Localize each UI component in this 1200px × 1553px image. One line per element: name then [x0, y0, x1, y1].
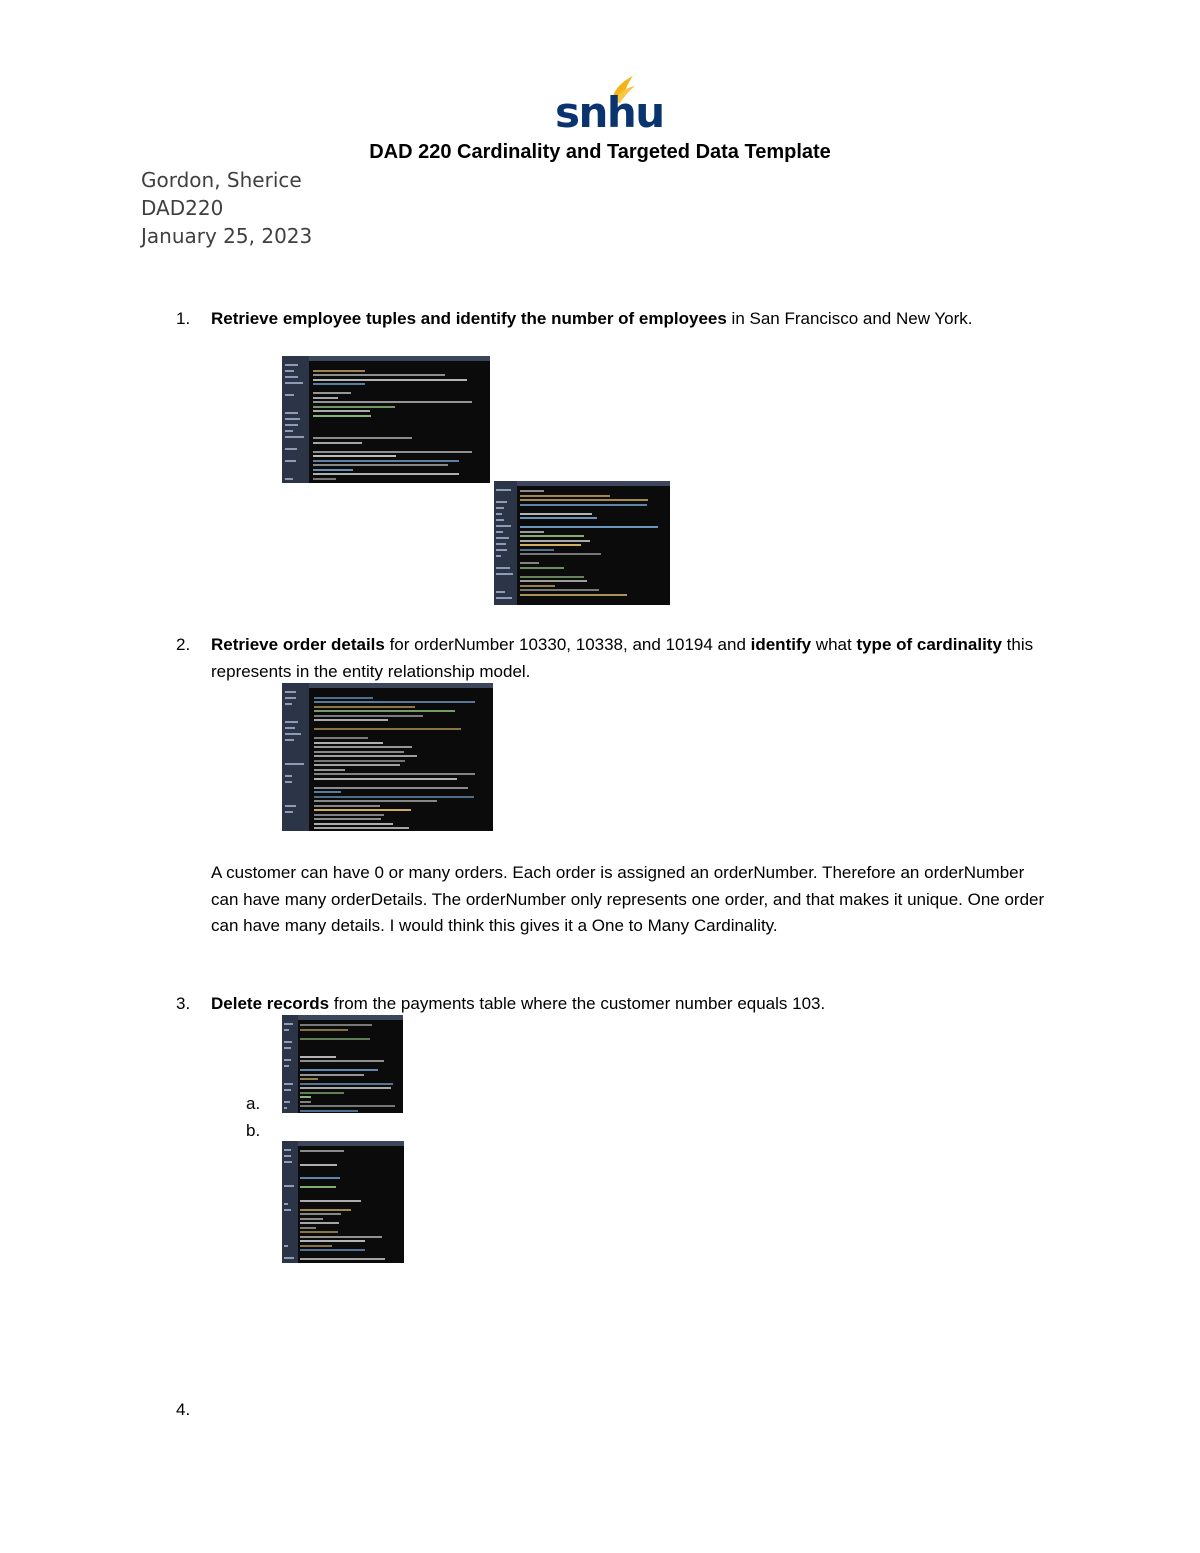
item-2-number: 2. — [176, 635, 191, 654]
terminal-output-line — [520, 540, 590, 542]
terminal-output-line — [313, 397, 337, 399]
sidebar-text-line — [284, 1029, 289, 1031]
sidebar-text-line — [285, 448, 297, 450]
sidebar-text-line — [284, 1059, 291, 1061]
terminal-output-line — [300, 1240, 364, 1242]
terminal-output-line — [313, 379, 467, 381]
terminal-output-line — [520, 589, 598, 591]
sidebar-text-line — [496, 591, 505, 593]
sidebar-text-line — [285, 739, 294, 741]
terminal-output-line — [300, 1249, 365, 1251]
terminal-output-line — [300, 1231, 338, 1233]
terminal-output-line — [300, 1236, 382, 1238]
terminal-output-line — [520, 562, 539, 564]
terminal-topbar — [298, 1141, 404, 1146]
screenshot-3a — [282, 1015, 403, 1113]
terminal-output-line — [313, 437, 412, 439]
item-2-text-b: what — [811, 635, 857, 654]
terminal-output-line — [314, 706, 415, 708]
terminal-output-line — [313, 374, 445, 376]
item-2-bold-b: identify — [750, 635, 812, 654]
terminal-sidebar — [494, 481, 517, 605]
terminal-output-line — [314, 827, 409, 829]
terminal-output-line — [313, 392, 350, 394]
sidebar-text-line — [285, 691, 297, 693]
item-3-text — [211, 991, 1061, 1018]
sidebar-text-line — [284, 1107, 287, 1109]
terminal-output-line — [313, 451, 472, 453]
terminal-output-line — [300, 1105, 395, 1107]
sidebar-text-line — [496, 507, 504, 509]
terminal-output-line — [520, 580, 587, 582]
sidebar-text-line — [285, 394, 295, 396]
terminal-output-line — [314, 715, 423, 717]
terminal-output-line — [313, 478, 336, 480]
terminal-output-line — [520, 513, 592, 515]
sidebar-text-line — [496, 519, 503, 521]
terminal-output-line — [314, 697, 373, 699]
sidebar-text-line — [285, 805, 296, 807]
sidebar-text-line — [496, 549, 507, 551]
terminal-output-line — [300, 1177, 340, 1179]
terminal-output-line — [300, 1083, 393, 1085]
sidebar-text-line — [496, 573, 512, 575]
sidebar-text-line — [285, 775, 292, 777]
terminal-output-line — [520, 517, 597, 519]
terminal-output-line — [520, 531, 544, 533]
sidebar-text-line — [284, 1023, 294, 1025]
terminal-output-line — [300, 1087, 391, 1089]
sidebar-text-line — [284, 1089, 291, 1091]
terminal-sidebar — [282, 683, 309, 831]
terminal-output-line — [300, 1150, 343, 1152]
terminal-output-line — [314, 764, 400, 766]
terminal-output-line — [313, 410, 369, 412]
terminal-output-line — [314, 773, 476, 775]
terminal-output-line — [314, 814, 384, 816]
course-code: DAD220 — [141, 196, 224, 220]
sidebar-text-line — [285, 703, 292, 705]
sidebar-text-line — [284, 1155, 291, 1157]
screenshot-3b — [282, 1141, 404, 1263]
item-2-text-c: this represents in the entity relationship model. — [211, 635, 1034, 681]
terminal-topbar — [309, 356, 490, 361]
terminal-output-line — [300, 1186, 335, 1188]
sidebar-text-line — [496, 597, 512, 599]
terminal-output-line — [313, 370, 365, 372]
item-1-text — [211, 306, 1061, 333]
terminal-output-line — [300, 1213, 341, 1215]
terminal-output-line — [314, 791, 341, 793]
sidebar-text-line — [285, 478, 293, 480]
terminal-output-line — [300, 1209, 350, 1211]
terminal-output-line — [300, 1101, 311, 1103]
terminal-output-line — [520, 490, 543, 492]
terminal-output-line — [300, 1078, 318, 1080]
terminal-output-line — [314, 737, 369, 739]
terminal-sidebar — [282, 1015, 298, 1113]
sidebar-text-line — [496, 543, 506, 545]
sidebar-text-line — [496, 537, 508, 539]
terminal-output-line — [300, 1227, 316, 1229]
terminal-output-line — [300, 1258, 385, 1260]
sidebar-text-line — [285, 727, 296, 729]
sidebar-text-line — [284, 1047, 291, 1049]
sidebar-text-line — [496, 555, 501, 557]
item-2-answer: A customer can have 0 or many orders. Each order is assigned an orderNumber. Therefore an orderNumber can have many orderDetails. The orderNumber only represents one order, and that makes it unique. One order can have many details. I would think this gives it a One to Many Cardinality. — [211, 863, 1045, 935]
item-3-rest: from the payments table where the customer number equals 103. — [329, 994, 826, 1013]
terminal-output-line — [314, 823, 393, 825]
screenshot-1a — [282, 356, 490, 483]
screenshot-2 — [282, 683, 493, 831]
terminal-output-line — [520, 549, 554, 551]
terminal-output-line — [300, 1110, 358, 1112]
sidebar-text-line — [285, 811, 293, 813]
terminal-output-line — [314, 800, 438, 802]
sub-item-b: b. — [246, 1121, 261, 1140]
item-3-bold: Delete records — [211, 994, 330, 1013]
terminal-output-line — [300, 1029, 348, 1031]
item-2-bold-c: type of cardinality — [856, 635, 1002, 654]
sidebar-text-line — [284, 1185, 295, 1187]
terminal-sidebar — [282, 1141, 298, 1263]
terminal-output-line — [300, 1024, 372, 1026]
terminal-output-line — [520, 553, 600, 555]
terminal-output-line — [313, 455, 396, 457]
sidebar-text-line — [284, 1245, 289, 1247]
terminal-output-line — [313, 464, 448, 466]
terminal-output-line — [313, 469, 353, 471]
logo-wordmark: snhu — [555, 88, 664, 137]
sidebar-text-line — [496, 525, 511, 527]
terminal-output-line — [520, 544, 581, 546]
sidebar-text-line — [285, 370, 294, 372]
terminal-output-line — [314, 755, 417, 757]
terminal-output-line — [520, 594, 627, 596]
sidebar-text-line — [284, 1257, 294, 1259]
terminal-output-line — [300, 1038, 369, 1040]
sidebar-text-line — [284, 1161, 292, 1163]
terminal-output-line — [300, 1200, 361, 1202]
terminal-output-line — [314, 760, 405, 762]
sub-item-a: a. — [246, 1094, 261, 1113]
terminal-output-line — [314, 742, 384, 744]
terminal-output-line — [314, 769, 345, 771]
item-1-bold: Retrieve employee tuples and identify the number of employees — [211, 309, 727, 328]
terminal-output-line — [300, 1092, 344, 1094]
sidebar-text-line — [285, 430, 293, 432]
terminal-output-line — [520, 499, 648, 501]
terminal-output-line — [520, 535, 583, 537]
terminal-output-line — [520, 526, 658, 528]
sidebar-text-line — [284, 1209, 292, 1211]
terminal-output-line — [313, 473, 459, 475]
item-2-text-a: for orderNumber 10330, 10338, and 10194 and — [384, 635, 751, 654]
sidebar-text-line — [285, 364, 299, 366]
terminal-output-line — [520, 504, 647, 506]
sidebar-text-line — [496, 501, 507, 503]
terminal-topbar — [298, 1015, 403, 1020]
terminal-output-line — [300, 1069, 378, 1071]
sidebar-text-line — [496, 489, 511, 491]
terminal-output-line — [314, 809, 411, 811]
sidebar-text-line — [285, 781, 293, 783]
sidebar-text-line — [496, 567, 510, 569]
sidebar-text-line — [284, 1101, 291, 1103]
terminal-output-line — [314, 805, 380, 807]
terminal-output-line — [520, 495, 609, 497]
item-1-number: 1. — [176, 309, 191, 328]
sidebar-text-line — [285, 436, 304, 438]
sidebar-text-line — [284, 1083, 293, 1085]
terminal-output-line — [520, 567, 564, 569]
sidebar-text-line — [285, 412, 298, 414]
snhu-logo — [555, 72, 664, 137]
sidebar-text-line — [285, 733, 302, 735]
terminal-output-line — [520, 576, 584, 578]
terminal-output-line — [300, 1164, 337, 1166]
terminal-output-line — [300, 1060, 384, 1062]
terminal-output-line — [300, 1222, 339, 1224]
terminal-topbar — [517, 481, 670, 486]
terminal-output-line — [314, 719, 388, 721]
item-1-rest: in San Francisco and New York. — [726, 309, 973, 328]
document-date: January 25, 2023 — [141, 224, 313, 248]
terminal-output-line — [300, 1096, 311, 1098]
terminal-sidebar — [282, 356, 309, 483]
sidebar-text-line — [285, 460, 297, 462]
terminal-output-line — [313, 415, 370, 417]
sidebar-text-line — [496, 513, 501, 515]
sidebar-text-line — [285, 424, 299, 426]
sidebar-text-line — [285, 382, 303, 384]
item-2-text — [211, 632, 1061, 685]
terminal-output-line — [300, 1218, 323, 1220]
author-name: Gordon, Sherice — [141, 168, 302, 192]
sidebar-text-line — [285, 721, 299, 723]
terminal-output-line — [313, 383, 365, 385]
terminal-output-line — [314, 796, 474, 798]
sidebar-text-line — [284, 1065, 289, 1067]
terminal-output-line — [300, 1245, 331, 1247]
item-4-number: 4. — [176, 1400, 191, 1419]
sidebar-text-line — [496, 531, 503, 533]
terminal-output-line — [313, 442, 362, 444]
item-3-number: 3. — [176, 994, 191, 1013]
terminal-output-line — [314, 778, 458, 780]
terminal-topbar — [309, 683, 493, 688]
sidebar-text-line — [285, 376, 298, 378]
terminal-output-line — [300, 1074, 363, 1076]
terminal-output-line — [313, 406, 395, 408]
terminal-output-line — [314, 787, 469, 789]
sidebar-text-line — [284, 1203, 288, 1205]
terminal-output-line — [520, 585, 555, 587]
sidebar-text-line — [285, 763, 305, 765]
terminal-output-line — [314, 728, 461, 730]
sidebar-text-line — [284, 1041, 292, 1043]
terminal-output-line — [300, 1056, 336, 1058]
terminal-output-line — [314, 710, 455, 712]
terminal-output-line — [314, 818, 381, 820]
sidebar-text-line — [284, 1149, 291, 1151]
sidebar-text-line — [285, 697, 296, 699]
terminal-output-line — [314, 751, 404, 753]
screenshot-1b — [494, 481, 670, 605]
item-2-bold-a: Retrieve order details — [211, 635, 385, 654]
terminal-output-line — [314, 701, 476, 703]
terminal-output-line — [314, 746, 413, 748]
document-title: DAD 220 Cardinality and Targeted Data Template — [369, 141, 831, 163]
terminal-output-line — [313, 401, 471, 403]
terminal-output-line — [313, 460, 459, 462]
sidebar-text-line — [285, 418, 300, 420]
